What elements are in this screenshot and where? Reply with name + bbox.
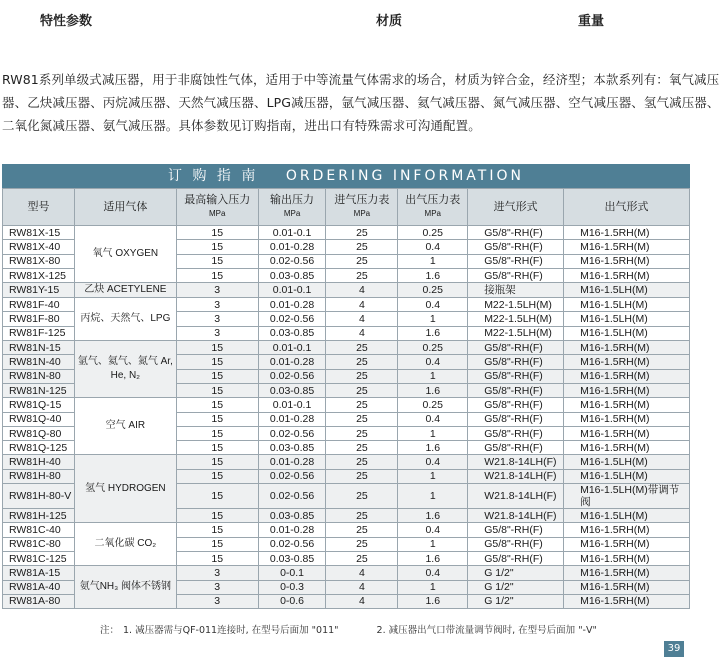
max-in-cell: 15 [176, 369, 258, 383]
gas-cell: 空气 AIR [74, 398, 176, 455]
inlet-cell: G5/8"-RH(F) [468, 398, 564, 412]
max-in-cell: 15 [176, 412, 258, 426]
in-gauge-cell: 25 [326, 268, 398, 282]
max-in-cell: 15 [176, 523, 258, 537]
out-cell: 0.02-0.56 [258, 312, 326, 326]
outlet-cell: M16-1.5RH(M) [564, 355, 690, 369]
max-in-cell: 15 [176, 441, 258, 455]
model-cell: RW81H-125 [3, 509, 75, 523]
max-in-cell: 15 [176, 355, 258, 369]
notes-prefix: 注： [100, 625, 120, 636]
column-header [326, 189, 398, 226]
max-in-cell: 3 [176, 283, 258, 298]
out-cell: 0.02-0.56 [258, 426, 326, 440]
inlet-cell: G5/8"-RH(F) [468, 537, 564, 551]
inlet-cell: G 1/2" [468, 580, 564, 594]
out-gauge-cell: 0.25 [398, 283, 468, 298]
inlet-cell: G5/8"-RH(F) [468, 441, 564, 455]
out-cell: 0.02-0.56 [258, 484, 326, 509]
column-header-label: 出气压力表 [405, 194, 461, 206]
out-cell: 0.02-0.56 [258, 369, 326, 383]
max-in-cell: 15 [176, 509, 258, 523]
model-cell: RW81A-80 [3, 594, 75, 608]
out-gauge-cell: 0.25 [398, 341, 468, 355]
note-1: 1. 减压器需与QF-011连接时, 在型号后面加 "011" [123, 625, 339, 636]
out-cell: 0-0.1 [258, 566, 326, 580]
model-cell: RW81H-40 [3, 455, 75, 469]
out-gauge-cell: 1.6 [398, 594, 468, 608]
model-cell: RW81N-80 [3, 369, 75, 383]
in-gauge-cell: 25 [326, 537, 398, 551]
out-gauge-cell: 1 [398, 426, 468, 440]
in-gauge-cell: 4 [326, 566, 398, 580]
in-gauge-cell: 25 [326, 469, 398, 483]
out-gauge-cell: 0.25 [398, 398, 468, 412]
column-header [74, 189, 176, 226]
out-cell: 0.01-0.1 [258, 341, 326, 355]
banner-title-cn: 订 购 指 南 [168, 168, 259, 184]
outlet-cell: M16-1.5RH(M) [564, 240, 690, 254]
inlet-cell: W21.8-14LH(F) [468, 455, 564, 469]
max-in-cell: 15 [176, 537, 258, 551]
in-gauge-cell: 25 [326, 551, 398, 565]
model-cell: RW81F-40 [3, 298, 75, 312]
model-cell: RW81X-125 [3, 268, 75, 282]
note-2: 2. 减压器出气口带流量调节阀时, 在型号后面加 "-V" [376, 625, 597, 636]
model-cell: RW81X-15 [3, 226, 75, 240]
inlet-cell: G5/8"-RH(F) [468, 226, 564, 240]
out-gauge-cell: 0.4 [398, 455, 468, 469]
outlet-cell: M16-1.5RH(M) [564, 594, 690, 608]
gas-cell: 二氧化碳 CO₂ [74, 523, 176, 566]
model-cell: RW81N-15 [3, 341, 75, 355]
max-in-cell: 15 [176, 240, 258, 254]
out-cell: 0-0.3 [258, 580, 326, 594]
out-cell: 0.02-0.56 [258, 537, 326, 551]
out-cell: 0.03-0.85 [258, 509, 326, 523]
model-cell: RW81A-40 [3, 580, 75, 594]
out-cell: 0.01-0.1 [258, 398, 326, 412]
in-gauge-cell: 4 [326, 594, 398, 608]
page-number: 39 [664, 641, 684, 657]
inlet-cell: W21.8-14LH(F) [468, 484, 564, 509]
out-cell: 0.01-0.28 [258, 298, 326, 312]
inlet-cell: G5/8"-RH(F) [468, 240, 564, 254]
column-header [3, 189, 75, 226]
out-gauge-cell: 1 [398, 369, 468, 383]
model-cell: RW81Q-15 [3, 398, 75, 412]
model-cell: RW81H-80 [3, 469, 75, 483]
in-gauge-cell: 4 [326, 312, 398, 326]
inlet-cell: M22-1.5LH(M) [468, 312, 564, 326]
max-in-cell: 3 [176, 298, 258, 312]
in-gauge-cell: 25 [326, 226, 398, 240]
outlet-cell: M16-1.5LH(M) [564, 312, 690, 326]
outlet-cell: M16-1.5RH(M) [564, 566, 690, 580]
inlet-cell: G5/8"-RH(F) [468, 369, 564, 383]
max-in-cell: 15 [176, 254, 258, 268]
model-cell: RW81N-40 [3, 355, 75, 369]
table-row [3, 566, 690, 580]
in-gauge-cell: 25 [326, 398, 398, 412]
out-cell: 0.01-0.28 [258, 355, 326, 369]
inlet-cell: W21.8-14LH(F) [468, 469, 564, 483]
out-gauge-cell: 1 [398, 580, 468, 594]
max-in-cell: 15 [176, 426, 258, 440]
out-gauge-cell: 0.4 [398, 298, 468, 312]
in-gauge-cell: 4 [326, 283, 398, 298]
table-row [3, 398, 690, 412]
out-gauge-cell: 0.4 [398, 240, 468, 254]
max-in-cell: 15 [176, 551, 258, 565]
model-cell: RW81X-80 [3, 254, 75, 268]
column-header-label: 适用气体 [103, 200, 148, 213]
ordering-table [2, 188, 690, 609]
out-gauge-cell: 1.6 [398, 551, 468, 565]
model-cell: RW81Q-40 [3, 412, 75, 426]
max-in-cell: 15 [176, 226, 258, 240]
outlet-cell: M16-1.5RH(M) [564, 268, 690, 282]
inlet-cell: G 1/2" [468, 594, 564, 608]
in-gauge-cell: 4 [326, 298, 398, 312]
max-in-cell: 15 [176, 398, 258, 412]
out-cell: 0.03-0.85 [258, 268, 326, 282]
column-header-unit: MPa [424, 209, 441, 218]
max-in-cell: 3 [176, 326, 258, 340]
outlet-cell: M16-1.5RH(M) [564, 398, 690, 412]
in-gauge-cell: 25 [326, 341, 398, 355]
gas-cell: 氧气 OXYGEN [74, 226, 176, 283]
column-header-label: 出气形式 [604, 200, 649, 213]
out-gauge-cell: 0.4 [398, 566, 468, 580]
out-gauge-cell: 0.4 [398, 523, 468, 537]
in-gauge-cell: 25 [326, 254, 398, 268]
outlet-cell: M16-1.5LH(M) [564, 283, 690, 298]
max-in-cell: 15 [176, 455, 258, 469]
model-cell: RW81X-40 [3, 240, 75, 254]
in-gauge-cell: 25 [326, 509, 398, 523]
out-cell: 0.03-0.85 [258, 326, 326, 340]
header-specs: 特性参数 [40, 14, 93, 29]
in-gauge-cell: 25 [326, 412, 398, 426]
column-header [176, 189, 258, 226]
outlet-cell: M16-1.5RH(M) [564, 383, 690, 397]
max-in-cell: 3 [176, 580, 258, 594]
gas-cell: 氢气 HYDROGEN [74, 455, 176, 523]
in-gauge-cell: 25 [326, 240, 398, 254]
max-in-cell: 15 [176, 383, 258, 397]
outlet-cell: M16-1.5RH(M) [564, 580, 690, 594]
out-gauge-cell: 0.4 [398, 355, 468, 369]
table-row [3, 283, 690, 298]
max-in-cell: 3 [176, 566, 258, 580]
out-gauge-cell: 1 [398, 254, 468, 268]
model-cell: RW81C-40 [3, 523, 75, 537]
gas-cell: 氩气、氦气、氮气 Ar, He, N₂ [74, 341, 176, 398]
outlet-cell: M16-1.5LH(M)带调节阀 [564, 484, 690, 509]
inlet-cell: G5/8"-RH(F) [468, 383, 564, 397]
model-cell: RW81Q-125 [3, 441, 75, 455]
model-cell: RW81Y-15 [3, 283, 75, 298]
gas-cell: 乙炔 ACETYLENE [74, 283, 176, 298]
in-gauge-cell: 25 [326, 441, 398, 455]
outlet-cell: M16-1.5RH(M) [564, 369, 690, 383]
inlet-cell: M22-1.5LH(M) [468, 298, 564, 312]
model-cell: RW81A-15 [3, 566, 75, 580]
inlet-cell: G 1/2" [468, 566, 564, 580]
inlet-cell: G5/8"-RH(F) [468, 254, 564, 268]
out-cell: 0.01-0.1 [258, 283, 326, 298]
out-gauge-cell: 1.6 [398, 383, 468, 397]
intro-paragraph: RW81系列单级式减压器，用于非腐蚀性气体，适用于中等流量气体需求的场合，材质为锌合金，经济型；本款系列有：氧气减压器、乙炔减压器、丙烷减压器、天然气减压器、LPG减压器，氩气减压器、氦气减压器、氮气减压器、空气减压器、氢气减压器、二氧化氮减压器、氨气减压器。具体参数见订购指南，进出口有特殊需求可沟通配置。 [2, 72, 720, 133]
out-cell: 0.02-0.56 [258, 469, 326, 483]
model-cell: RW81F-80 [3, 312, 75, 326]
inlet-cell: M22-1.5LH(M) [468, 326, 564, 340]
out-cell: 0.01-0.28 [258, 455, 326, 469]
outlet-cell: M16-1.5LH(M) [564, 455, 690, 469]
column-header-label: 型号 [27, 200, 50, 213]
column-header [258, 189, 326, 226]
inlet-cell: G5/8"-RH(F) [468, 341, 564, 355]
in-gauge-cell: 25 [326, 484, 398, 509]
in-gauge-cell: 25 [326, 523, 398, 537]
column-header [564, 189, 690, 226]
out-gauge-cell: 0.25 [398, 226, 468, 240]
max-in-cell: 3 [176, 312, 258, 326]
max-in-cell: 3 [176, 594, 258, 608]
model-cell: RW81H-80-V [3, 484, 75, 509]
out-cell: 0.01-0.28 [258, 523, 326, 537]
header-weight: 重量 [578, 14, 605, 29]
banner-title-en: ORDERING INFORMATION [285, 168, 524, 184]
table-row [3, 455, 690, 469]
in-gauge-cell: 25 [326, 383, 398, 397]
out-cell: 0-0.6 [258, 594, 326, 608]
table-row [3, 226, 690, 240]
max-in-cell: 15 [176, 469, 258, 483]
in-gauge-cell: 4 [326, 580, 398, 594]
out-gauge-cell: 1.6 [398, 268, 468, 282]
outlet-cell: M16-1.5LH(M) [564, 509, 690, 523]
column-header-label: 最高输入压力 [184, 194, 251, 206]
outlet-cell: M16-1.5RH(M) [564, 226, 690, 240]
table-header-row [3, 189, 690, 226]
out-gauge-cell: 0.4 [398, 412, 468, 426]
out-gauge-cell: 1.6 [398, 441, 468, 455]
max-in-cell: 15 [176, 484, 258, 509]
out-gauge-cell: 1 [398, 537, 468, 551]
model-cell: RW81Q-80 [3, 426, 75, 440]
out-cell: 0.02-0.56 [258, 254, 326, 268]
outlet-cell: M16-1.5RH(M) [564, 426, 690, 440]
inlet-cell: G5/8"-RH(F) [468, 523, 564, 537]
inlet-cell: W21.8-14LH(F) [468, 509, 564, 523]
in-gauge-cell: 25 [326, 355, 398, 369]
model-cell: RW81C-80 [3, 537, 75, 551]
inlet-cell: G5/8"-RH(F) [468, 412, 564, 426]
gas-cell: 氨气NH₃ 阀体不锈钢 [74, 566, 176, 609]
out-cell: 0.01-0.1 [258, 226, 326, 240]
inlet-cell: G5/8"-RH(F) [468, 268, 564, 282]
column-header [468, 189, 564, 226]
outlet-cell: M16-1.5RH(M) [564, 412, 690, 426]
out-cell: 0.01-0.28 [258, 240, 326, 254]
table-body [3, 226, 690, 609]
ordering-banner [2, 164, 690, 188]
table-row [3, 298, 690, 312]
inlet-cell: G5/8"-RH(F) [468, 426, 564, 440]
in-gauge-cell: 4 [326, 326, 398, 340]
inlet-cell: G5/8"-RH(F) [468, 355, 564, 369]
inlet-cell: 接瓶架 [468, 283, 564, 298]
column-header-label: 输出压力 [270, 194, 315, 206]
outlet-cell: M16-1.5RH(M) [564, 551, 690, 565]
out-gauge-cell: 1.6 [398, 509, 468, 523]
header-material: 材质 [376, 14, 403, 29]
out-cell: 0.03-0.85 [258, 441, 326, 455]
out-cell: 0.03-0.85 [258, 551, 326, 565]
outlet-cell: M16-1.5LH(M) [564, 326, 690, 340]
column-header-label: 进气形式 [493, 200, 538, 213]
column-header-label: 进气压力表 [334, 194, 390, 206]
outlet-cell: M16-1.5RH(M) [564, 441, 690, 455]
gas-cell: 丙烷、天然气、LPG [74, 298, 176, 341]
inlet-cell: G5/8"-RH(F) [468, 551, 564, 565]
outlet-cell: M16-1.5LH(M) [564, 469, 690, 483]
column-header [398, 189, 468, 226]
column-header-unit: MPa [283, 209, 301, 218]
table-row [3, 523, 690, 537]
max-in-cell: 15 [176, 341, 258, 355]
outlet-cell: M16-1.5RH(M) [564, 341, 690, 355]
in-gauge-cell: 25 [326, 369, 398, 383]
out-gauge-cell: 1.6 [398, 326, 468, 340]
model-cell: RW81F-125 [3, 326, 75, 340]
out-gauge-cell: 1 [398, 469, 468, 483]
outlet-cell: M16-1.5RH(M) [564, 523, 690, 537]
out-cell: 0.03-0.85 [258, 383, 326, 397]
in-gauge-cell: 25 [326, 455, 398, 469]
out-gauge-cell: 1 [398, 484, 468, 509]
out-gauge-cell: 1 [398, 312, 468, 326]
max-in-cell: 15 [176, 268, 258, 282]
outlet-cell: M16-1.5RH(M) [564, 254, 690, 268]
outlet-cell: M16-1.5RH(M) [564, 537, 690, 551]
column-header-unit: MPa [208, 209, 226, 218]
column-header-unit: MPa [353, 209, 371, 218]
outlet-cell: M16-1.5LH(M) [564, 298, 690, 312]
model-cell: RW81N-125 [3, 383, 75, 397]
in-gauge-cell: 25 [326, 426, 398, 440]
model-cell: RW81C-125 [3, 551, 75, 565]
notes [100, 622, 635, 636]
table-row [3, 341, 690, 355]
out-cell: 0.01-0.28 [258, 412, 326, 426]
